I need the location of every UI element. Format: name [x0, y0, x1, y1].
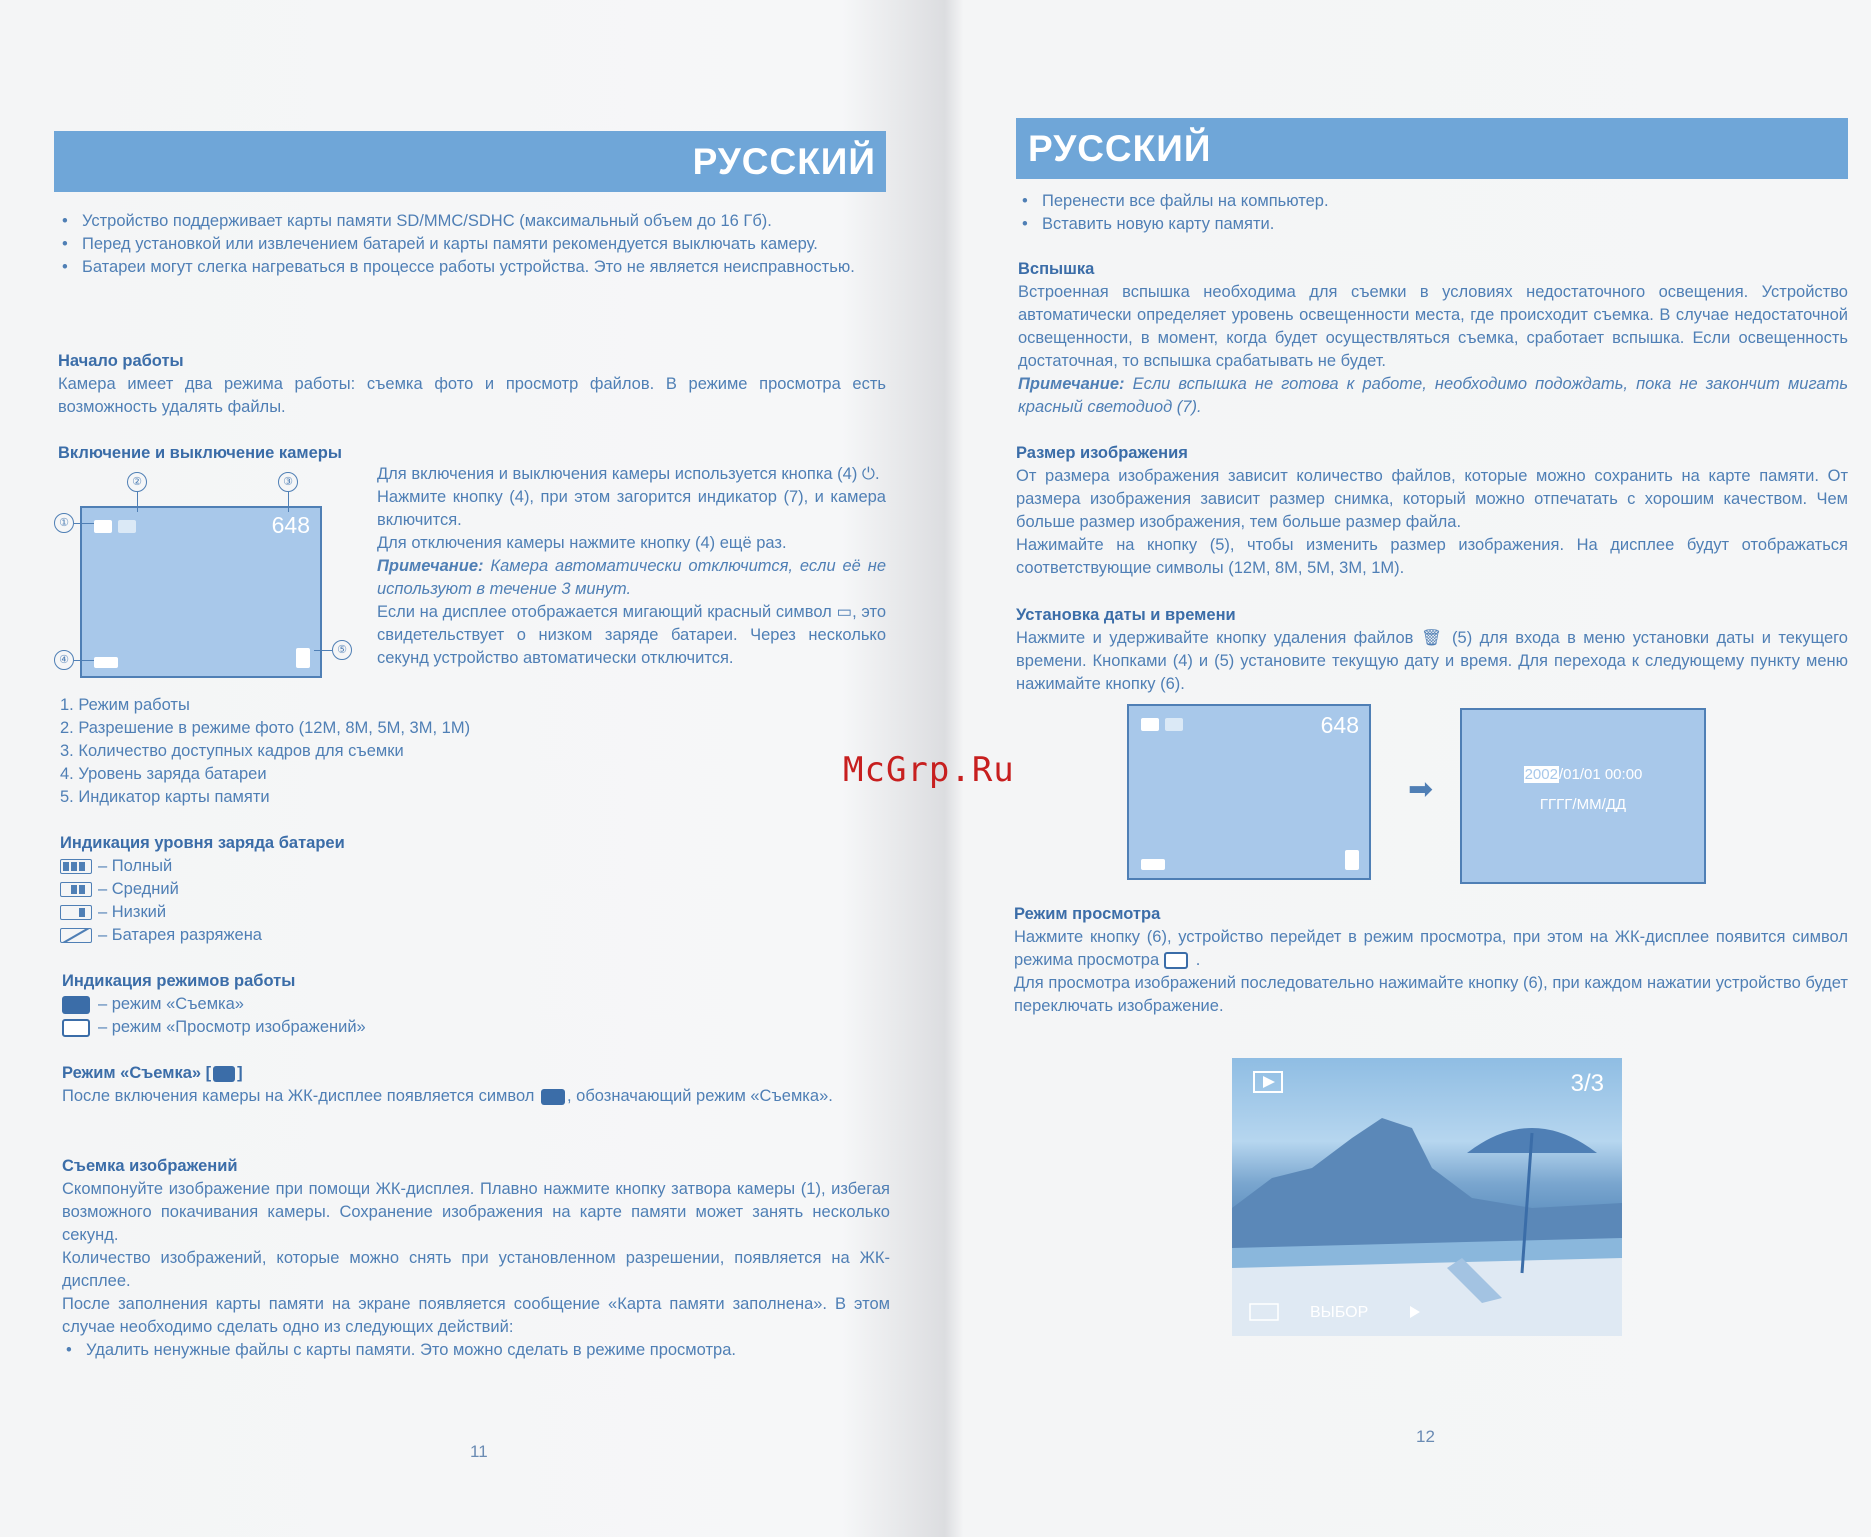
- list-item: • Батареи могут слегка нагреваться в процессе работы устройства. Это не является неисправностью.: [58, 256, 886, 279]
- date-display: [1462, 760, 1704, 820]
- battery-empty: – Батарея разряжена: [60, 924, 860, 947]
- memory-card-icon: [1345, 850, 1359, 870]
- camera-mode-icon: [94, 520, 112, 533]
- callout-3: ③: [278, 472, 298, 492]
- lcd-screen: [80, 506, 322, 678]
- note-text: Камера автоматически отключится, если её не используют в течение 3 минут.: [377, 557, 886, 598]
- play-icon: [62, 1019, 90, 1037]
- playback-section: [1014, 903, 1848, 1018]
- photo-counter: 3/3: [1570, 1070, 1604, 1097]
- play-icon: [1164, 952, 1188, 969]
- battery-section: [60, 832, 860, 947]
- frames-count: 648: [271, 512, 310, 538]
- start-section: [58, 350, 886, 419]
- callout-5: ⑤: [332, 640, 352, 660]
- battery-full-icon: [60, 859, 92, 874]
- lcd-diagram: [52, 470, 362, 685]
- battery-low-icon: [60, 905, 92, 920]
- playback-photo: [1232, 1058, 1622, 1336]
- start-heading: Начало работы: [58, 352, 184, 370]
- shoot-mode-section: [62, 1062, 888, 1108]
- flash-text: Встроенная вспышка необходима для съемки в условиях недостаточного освещения. Устройство автоматически определяет уровень освещенности места, где происходит съемка. В случае недостаточной освещенности, в момент, когда будет осуществляться съемка, сработает вспышка. Если освещенность достаточная, то вспышка срабатывать не будет.: [1018, 283, 1848, 370]
- size-p2: Нажимайте на кнопку (5), чтобы изменить размер изображения. На дисплее будут отображаться соответствующие символы (12M, 8M, 5M, 3M, 1M).: [1016, 536, 1848, 577]
- battery-low: – Низкий: [60, 901, 860, 924]
- callout-line: [288, 492, 289, 512]
- watermark: McGrp.Ru: [843, 750, 1015, 790]
- capture-heading: Съемка изображений: [62, 1157, 238, 1175]
- shoot-mode-text: После включения камеры на ЖК-дисплее появляется символ , обозначающий режим «Съемка».: [62, 1087, 833, 1105]
- photo-menu-label: ВЫБОР: [1310, 1304, 1369, 1321]
- lcd-legend: [60, 694, 860, 809]
- capture-bullets: [62, 1339, 890, 1362]
- power-heading: Включение и выключение камеры: [58, 444, 342, 462]
- camera-mode-icon: [1141, 718, 1159, 731]
- date-value: [1462, 760, 1704, 790]
- lcd-screen-date: [1460, 708, 1706, 884]
- modes-section: [62, 970, 862, 1039]
- camera-icon: [62, 996, 90, 1014]
- date-year-selected[interactable]: 2002: [1524, 766, 1558, 783]
- mode-view: – режим «Просмотр изображений»: [62, 1016, 862, 1039]
- camera-icon: [541, 1089, 565, 1105]
- datetime-heading: Установка даты и времени: [1016, 606, 1236, 624]
- note-label: Примечание:: [1018, 375, 1125, 393]
- datetime-section: [1016, 604, 1848, 696]
- flash-heading: Вспышка: [1018, 260, 1095, 278]
- callout-1: ①: [54, 513, 74, 533]
- page-number-right: 12: [1416, 1427, 1435, 1446]
- flash-section: [1018, 258, 1848, 419]
- start-text: Камера имеет два режима работы: съемка фото и просмотр файлов. В режиме просмотра есть возможность удалять файлы.: [58, 375, 886, 416]
- battery-full: – Полный: [60, 855, 860, 878]
- battery-medium-icon: [60, 882, 92, 897]
- capture-p1: Скомпонуйте изображение при помощи ЖК-дисплея. Плавно нажмите кнопку затвора камеры (1), избегая возможного покачивания камеры. Сохранение изображения на карте памяти может занять несколько секунд.: [62, 1180, 890, 1244]
- list-item: 1. Режим работы: [60, 696, 190, 714]
- list-item: 2. Разрешение в режиме фото (12M, 8M, 5M, 3M, 1M): [60, 719, 471, 737]
- date-format: ГГГГ/ММ/ДД: [1539, 796, 1627, 813]
- capture-section: [62, 1155, 890, 1362]
- power-p1: Для включения и выключения камеры используется кнопка (4) ⏻.: [377, 465, 880, 483]
- power-p4: Если на дисплее отображается мигающий красный символ ▭, это свидетельствует о низком заряде батареи. Через несколько секунд устройство автоматически отключится.: [377, 603, 886, 667]
- power-p3: Для отключения камеры нажмите кнопку (4) ещё раз.: [377, 534, 787, 552]
- power-p2: Нажмите кнопку (4), при этом загорится индикатор (7), и камера включится.: [377, 488, 886, 529]
- resolution-icon: [1165, 718, 1183, 731]
- list-item: 5. Индикатор карты памяти: [60, 788, 270, 806]
- battery-empty-icon: [60, 928, 92, 943]
- flash-note: [1018, 373, 1848, 419]
- note-label: Примечание:: [377, 557, 484, 575]
- memory-card-icon: [296, 648, 310, 668]
- playback-p1: Нажмите кнопку (6), устройство перейдет в режим просмотра, при этом на ЖК-дисплее появится символ режима просмотра .: [1014, 928, 1848, 969]
- beach-scene: [1232, 1058, 1622, 1336]
- shoot-mode-heading: Режим «Съемка» [ ]: [62, 1064, 243, 1082]
- frames-count: 648: [1320, 712, 1359, 738]
- date-rest: /01/01 00:00: [1558, 766, 1643, 783]
- camera-icon: [213, 1066, 235, 1082]
- list-item: • Удалить ненужные файлы с карты памяти. Это можно сделать в режиме просмотра.: [62, 1339, 890, 1362]
- list-item: • Вставить новую карту памяти.: [1018, 213, 1848, 236]
- arrow-right-icon: ➡: [1408, 773, 1434, 806]
- list-item: • Устройство поддерживает карты памяти SD/MMC/SDHC (максимальный объем до 16 Гб).: [58, 210, 886, 233]
- modes-heading: Индикация режимов работы: [62, 972, 296, 990]
- section-band-right: [1016, 118, 1848, 179]
- mode-shoot: – режим «Съемка»: [62, 993, 862, 1016]
- section-band-left: [54, 131, 886, 192]
- list-item: • Перенести все файлы на компьютер.: [1018, 190, 1848, 213]
- callout-line: [74, 523, 94, 524]
- size-p1: От размера изображения зависит количество файлов, которые можно сохранить на карте памяти. От размера изображения зависит размер снимка, который можно отпечатать с хорошим качеством. Чем больше размер изображения, тем больше размер файла.: [1016, 467, 1848, 531]
- intro-bullets: [58, 210, 886, 279]
- right-bullets: [1018, 190, 1848, 236]
- list-item: • Перед установкой или извлечением батарей и карты памяти рекомендуется выключать камеру.: [58, 233, 886, 256]
- callout-line: [137, 492, 138, 512]
- power-note: [377, 555, 886, 601]
- list-item: 3. Количество доступных кадров для съемки: [60, 742, 404, 760]
- callout-line: [314, 650, 332, 651]
- callout-line: [74, 660, 94, 661]
- callout-2: ②: [127, 472, 147, 492]
- playback-heading: Режим просмотра: [1014, 905, 1161, 923]
- power-text: [377, 463, 886, 670]
- lcd-screen-shoot: [1127, 704, 1371, 880]
- list-item: 4. Уровень заряда батареи: [60, 765, 267, 783]
- battery-heading: Индикация уровня заряда батареи: [60, 834, 345, 852]
- resolution-icon: [118, 520, 136, 533]
- capture-p2: Количество изображений, которые можно снять при установленном разрешении, появляется на ЖК-дисплее.: [62, 1249, 890, 1290]
- section-title-left: РУССКИЙ: [692, 140, 876, 182]
- callout-4: ④: [54, 650, 74, 670]
- battery-icon: [94, 657, 118, 668]
- capture-p3: После заполнения карты памяти на экране появляется сообщение «Карта памяти заполнена». В этом случае необходимо сделать одно из следующих действий:: [62, 1295, 890, 1336]
- note-text: Если вспышка не готова к работе, необходимо подождать, пока не закончит мигать красный светодиод (7).: [1018, 375, 1848, 416]
- battery-medium: – Средний: [60, 878, 860, 901]
- page-number-left: 11: [470, 1442, 488, 1461]
- battery-icon: [1141, 859, 1165, 870]
- size-heading: Размер изображения: [1016, 444, 1188, 462]
- section-title-right: РУССКИЙ: [1028, 127, 1212, 169]
- size-section: [1016, 442, 1848, 580]
- datetime-text: Нажмите и удерживайте кнопку удаления файлов 🗑 (5) для входа в меню установки даты и текущего времени. Кнопками (4) и (5) установите текущую дату и время. Для перехода к следующему пункту меню нажимайте кнопку (6).: [1016, 629, 1848, 693]
- playback-p2: Для просмотра изображений последовательно нажимайте кнопку (6), при каждом нажатии устройство будет переключать изображение.: [1014, 974, 1848, 1015]
